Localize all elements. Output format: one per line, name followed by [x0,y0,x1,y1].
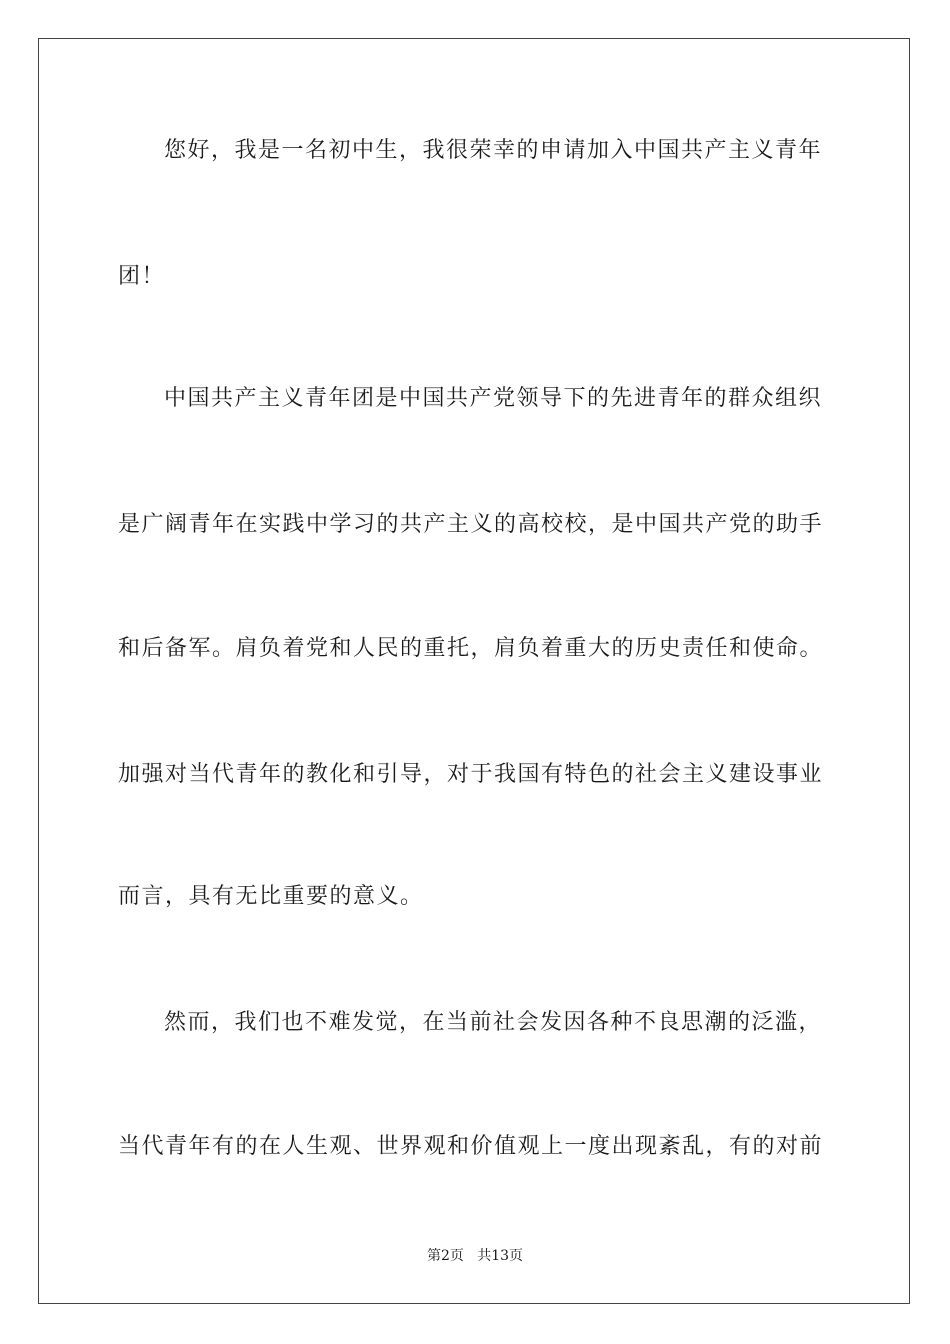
paragraph-line: 然而，我们也不难发觉，在当前社会发因各种不良思潮的泛滥， [164,1010,823,1035]
page-number-footer: 第2页 共13页 [426,1248,524,1264]
paragraph-line: 而言，具有无比重要的意义。 [118,884,424,909]
paragraph-line: 加强对当代青年的教化和引导，对于我国有特色的社会主义建设事业 [118,762,824,787]
paragraph-line: 团！ [118,264,166,289]
paragraph-line: 中国共产主义青年团是中国共产党领导下的先进青年的群众组织 [164,386,823,411]
paragraph-line: 是广阔青年在实践中学习的共产主义的高校校，是中国共产党的助手 [118,512,824,537]
paragraph-line: 和后备军。肩负着党和人民的重托，肩负着重大的历史责任和使命。 [118,636,824,661]
paragraph-line: 当代青年有的在人生观、世界观和价值观上一度出现紊乱，有的对前 [118,1134,824,1159]
paragraph-line: 您好，我是一名初中生，我很荣幸的申请加入中国共产主义青年 [164,138,823,163]
page-border [38,38,910,1304]
